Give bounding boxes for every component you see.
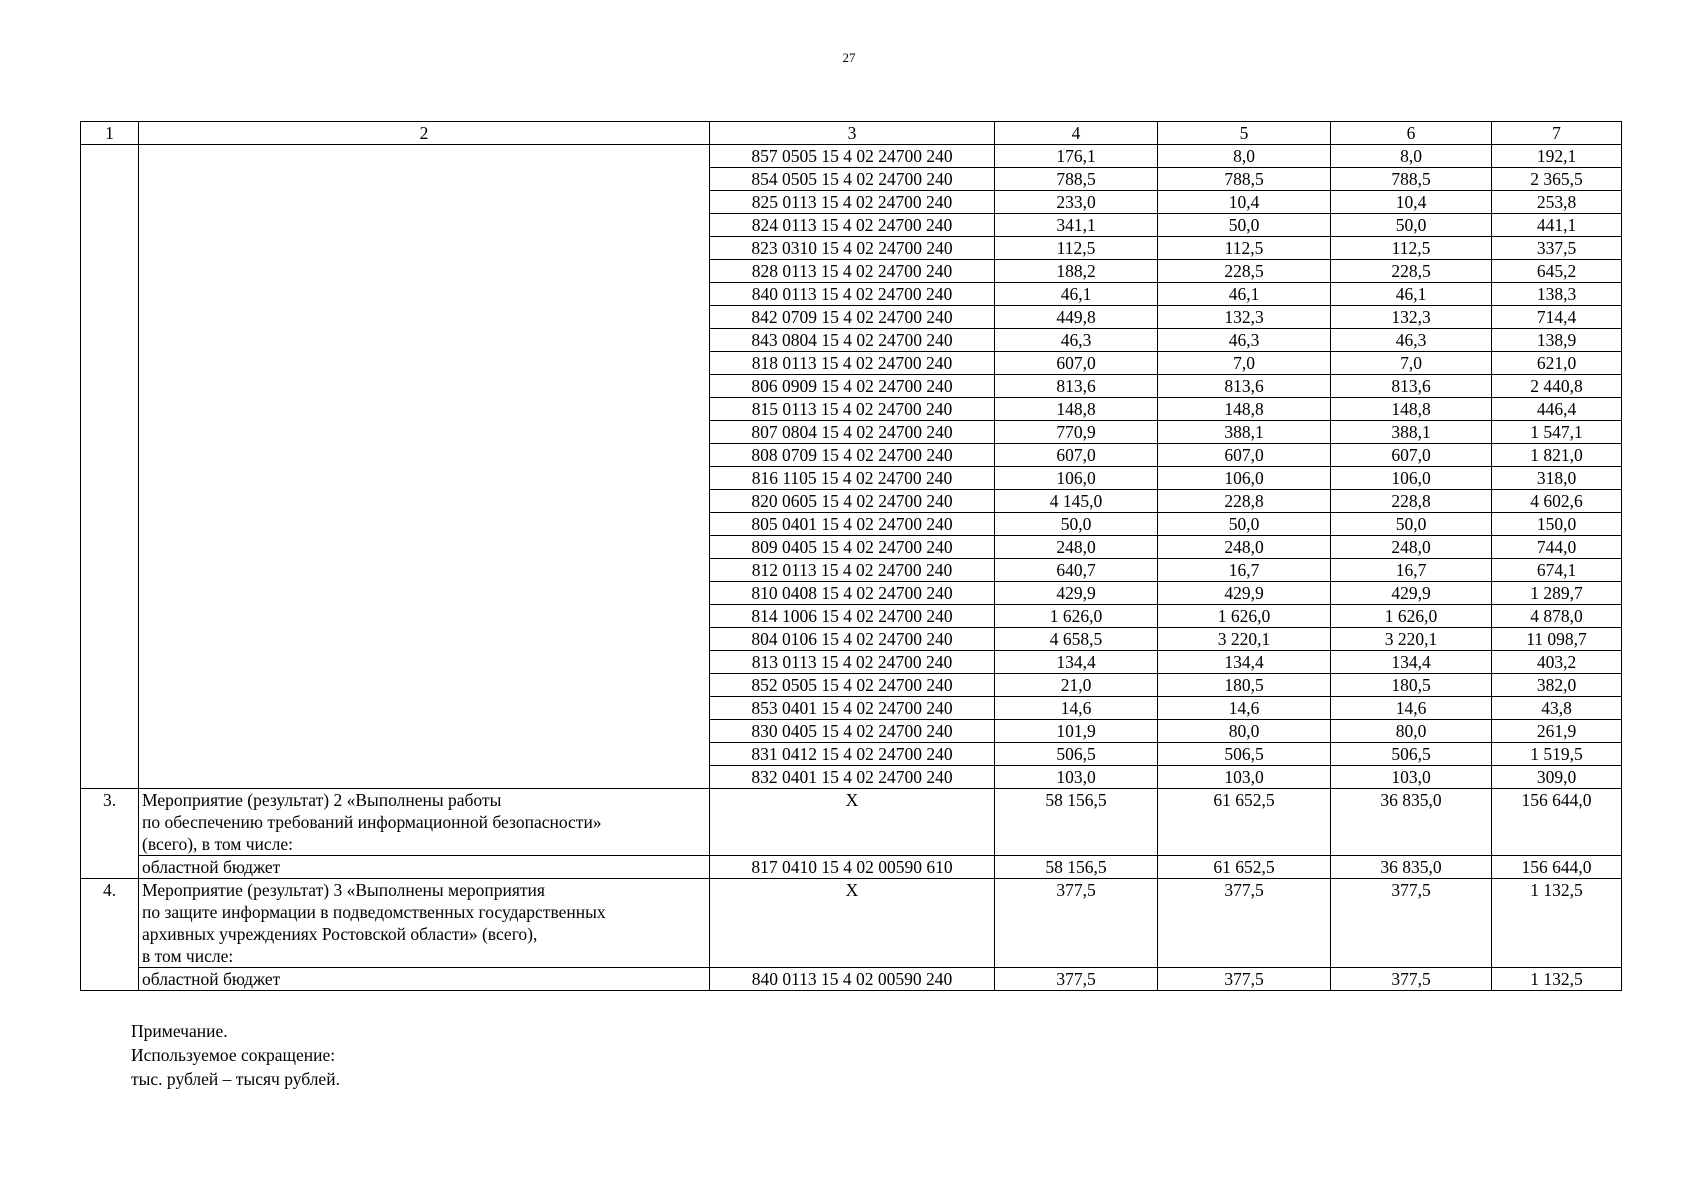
value-cell-col6: 36 835,0	[1331, 789, 1492, 856]
value-cell-col4: 58 156,5	[995, 856, 1158, 879]
value-cell-col6: 80,0	[1331, 720, 1492, 743]
budget-code-cell: 857 0505 15 4 02 24700 240	[710, 145, 995, 168]
value-cell-col7: 403,2	[1492, 651, 1622, 674]
value-cell-col5: 46,1	[1158, 283, 1331, 306]
value-cell-col6: 112,5	[1331, 237, 1492, 260]
value-cell-col4: 341,1	[995, 214, 1158, 237]
budget-code-cell: 815 0113 15 4 02 24700 240	[710, 398, 995, 421]
budget-code-cell: 816 1105 15 4 02 24700 240	[710, 467, 995, 490]
budget-code-cell: 843 0804 15 4 02 24700 240	[710, 329, 995, 352]
table-header-row	[81, 122, 1622, 145]
value-cell-col7: 253,8	[1492, 191, 1622, 214]
value-cell-col6: 180,5	[1331, 674, 1492, 697]
value-cell-col5: 377,5	[1158, 968, 1331, 991]
note-title: Примечание.	[131, 1021, 228, 1041]
value-cell-col7: 150,0	[1492, 513, 1622, 536]
value-cell-col5: 10,4	[1158, 191, 1331, 214]
value-cell-col5: 788,5	[1158, 168, 1331, 191]
column-header: 2	[139, 122, 710, 145]
value-cell-col5: 228,8	[1158, 490, 1331, 513]
value-cell-col4: 21,0	[995, 674, 1158, 697]
value-cell-col6: 46,3	[1331, 329, 1492, 352]
value-cell-col7: 1 547,1	[1492, 421, 1622, 444]
value-cell-col5: 50,0	[1158, 214, 1331, 237]
value-cell-col7: 1 132,5	[1492, 968, 1622, 991]
value-cell-col5: 14,6	[1158, 697, 1331, 720]
value-cell-col6: 228,5	[1331, 260, 1492, 283]
value-cell-col4: 106,0	[995, 467, 1158, 490]
value-cell-col7: 382,0	[1492, 674, 1622, 697]
value-cell-col6: 248,0	[1331, 536, 1492, 559]
page-number: 27	[842, 50, 856, 65]
budget-code-cell: 840 0113 15 4 02 00590 240	[710, 968, 995, 991]
funding-source-label: областной бюджет	[139, 856, 710, 879]
value-cell-col5: 248,0	[1158, 536, 1331, 559]
value-cell-col7: 192,1	[1492, 145, 1622, 168]
budget-table	[80, 121, 1622, 991]
description-cell	[139, 145, 710, 789]
value-cell-col4: 101,9	[995, 720, 1158, 743]
budget-code-cell: 830 0405 15 4 02 24700 240	[710, 720, 995, 743]
budget-code-cell: 854 0505 15 4 02 24700 240	[710, 168, 995, 191]
budget-code-cell: 814 1006 15 4 02 24700 240	[710, 605, 995, 628]
value-cell-col4: 4 658,5	[995, 628, 1158, 651]
value-cell-col5: 388,1	[1158, 421, 1331, 444]
value-cell-col7: 744,0	[1492, 536, 1622, 559]
funding-source-label: областной бюджет	[139, 968, 710, 991]
value-cell-col7: 43,8	[1492, 697, 1622, 720]
budget-code-cell: 818 0113 15 4 02 24700 240	[710, 352, 995, 375]
budget-code-cell: 842 0709 15 4 02 24700 240	[710, 306, 995, 329]
column-header: 4	[995, 122, 1158, 145]
value-cell-col5: 46,3	[1158, 329, 1331, 352]
section-title: Мероприятие (результат) 2 «Выполнены работы по обеспечению требований информационной безопасности» (всего), в том числе:	[139, 789, 710, 856]
column-header: 1	[81, 122, 139, 145]
value-cell-col4: 233,0	[995, 191, 1158, 214]
value-cell-col6: 506,5	[1331, 743, 1492, 766]
value-cell-col7: 4 878,0	[1492, 605, 1622, 628]
value-cell-col7: 1 289,7	[1492, 582, 1622, 605]
budget-code-cell: 825 0113 15 4 02 24700 240	[710, 191, 995, 214]
value-cell-col4: 58 156,5	[995, 789, 1158, 856]
column-header: 3	[710, 122, 995, 145]
value-cell-col6: 429,9	[1331, 582, 1492, 605]
value-cell-col5: 148,8	[1158, 398, 1331, 421]
budget-code-cell: 823 0310 15 4 02 24700 240	[710, 237, 995, 260]
value-cell-col6: 607,0	[1331, 444, 1492, 467]
table-body	[81, 122, 1622, 991]
budget-code-cell: 853 0401 15 4 02 24700 240	[710, 697, 995, 720]
value-cell-col6: 50,0	[1331, 513, 1492, 536]
value-cell-col4: 14,6	[995, 697, 1158, 720]
value-cell-col5: 506,5	[1158, 743, 1331, 766]
value-cell-col5: 106,0	[1158, 467, 1331, 490]
section-code: X	[710, 879, 995, 968]
budget-code-cell: 812 0113 15 4 02 24700 240	[710, 559, 995, 582]
value-cell-col4: 46,3	[995, 329, 1158, 352]
column-header: 5	[1158, 122, 1331, 145]
value-cell-col6: 46,1	[1331, 283, 1492, 306]
value-cell-col7: 156 644,0	[1492, 789, 1622, 856]
value-cell-col7: 309,0	[1492, 766, 1622, 789]
value-cell-col6: 10,4	[1331, 191, 1492, 214]
value-cell-col6: 788,5	[1331, 168, 1492, 191]
table-row	[81, 145, 1622, 168]
value-cell-col4: 1 626,0	[995, 605, 1158, 628]
value-cell-col6: 103,0	[1331, 766, 1492, 789]
note-line: тыс. рублей – тысяч рублей.	[131, 1069, 340, 1089]
value-cell-col7: 2 365,5	[1492, 168, 1622, 191]
budget-code-cell: 828 0113 15 4 02 24700 240	[710, 260, 995, 283]
value-cell-col5: 228,5	[1158, 260, 1331, 283]
value-cell-col5: 8,0	[1158, 145, 1331, 168]
value-cell-col5: 80,0	[1158, 720, 1331, 743]
value-cell-col6: 388,1	[1331, 421, 1492, 444]
value-cell-col5: 61 652,5	[1158, 789, 1331, 856]
value-cell-col5: 112,5	[1158, 237, 1331, 260]
value-cell-col7: 261,9	[1492, 720, 1622, 743]
budget-code-cell: 810 0408 15 4 02 24700 240	[710, 582, 995, 605]
budget-code-cell: 805 0401 15 4 02 24700 240	[710, 513, 995, 536]
value-cell-col7: 156 644,0	[1492, 856, 1622, 879]
value-cell-col5: 61 652,5	[1158, 856, 1331, 879]
value-cell-col5: 132,3	[1158, 306, 1331, 329]
value-cell-col4: 248,0	[995, 536, 1158, 559]
value-cell-col5: 180,5	[1158, 674, 1331, 697]
value-cell-col5: 16,7	[1158, 559, 1331, 582]
value-cell-col7: 714,4	[1492, 306, 1622, 329]
budget-code-cell: 806 0909 15 4 02 24700 240	[710, 375, 995, 398]
column-header: 7	[1492, 122, 1622, 145]
value-cell-col7: 1 519,5	[1492, 743, 1622, 766]
value-cell-col4: 103,0	[995, 766, 1158, 789]
value-cell-col5: 134,4	[1158, 651, 1331, 674]
value-cell-col6: 3 220,1	[1331, 628, 1492, 651]
value-cell-col7: 1 821,0	[1492, 444, 1622, 467]
value-cell-col5: 607,0	[1158, 444, 1331, 467]
budget-code-cell: 824 0113 15 4 02 24700 240	[710, 214, 995, 237]
value-cell-col6: 148,8	[1331, 398, 1492, 421]
section-code: X	[710, 789, 995, 856]
value-cell-col4: 46,1	[995, 283, 1158, 306]
value-cell-col7: 138,9	[1492, 329, 1622, 352]
value-cell-col7: 337,5	[1492, 237, 1622, 260]
value-cell-col4: 506,5	[995, 743, 1158, 766]
value-cell-col4: 788,5	[995, 168, 1158, 191]
value-cell-col4: 50,0	[995, 513, 1158, 536]
value-cell-col7: 318,0	[1492, 467, 1622, 490]
value-cell-col4: 148,8	[995, 398, 1158, 421]
value-cell-col6: 377,5	[1331, 968, 1492, 991]
value-cell-col6: 132,3	[1331, 306, 1492, 329]
section-number: 4.	[81, 879, 139, 991]
value-cell-col4: 429,9	[995, 582, 1158, 605]
value-cell-col4: 813,6	[995, 375, 1158, 398]
budget-code-cell: 831 0412 15 4 02 24700 240	[710, 743, 995, 766]
budget-code-cell: 817 0410 15 4 02 00590 610	[710, 856, 995, 879]
value-cell-col6: 813,6	[1331, 375, 1492, 398]
value-cell-col5: 429,9	[1158, 582, 1331, 605]
value-cell-col6: 1 626,0	[1331, 605, 1492, 628]
value-cell-col6: 134,4	[1331, 651, 1492, 674]
value-cell-col4: 607,0	[995, 352, 1158, 375]
value-cell-col7: 674,1	[1492, 559, 1622, 582]
budget-code-cell: 820 0605 15 4 02 24700 240	[710, 490, 995, 513]
value-cell-col5: 813,6	[1158, 375, 1331, 398]
budget-code-cell: 852 0505 15 4 02 24700 240	[710, 674, 995, 697]
value-cell-col7: 138,3	[1492, 283, 1622, 306]
budget-code-cell: 809 0405 15 4 02 24700 240	[710, 536, 995, 559]
value-cell-col6: 228,8	[1331, 490, 1492, 513]
budget-code-cell: 832 0401 15 4 02 24700 240	[710, 766, 995, 789]
value-cell-col7: 4 602,6	[1492, 490, 1622, 513]
section-title: Мероприятие (результат) 3 «Выполнены мероприятия по защите информации в подведомственных государственных архивных учреждениях Ростовской области» (всего), в том числе:	[139, 879, 710, 968]
value-cell-col5: 3 220,1	[1158, 628, 1331, 651]
note-line: Используемое сокращение:	[131, 1045, 336, 1065]
value-cell-col5: 377,5	[1158, 879, 1331, 968]
value-cell-col4: 4 145,0	[995, 490, 1158, 513]
section-row	[81, 879, 1622, 968]
value-cell-col4: 770,9	[995, 421, 1158, 444]
value-cell-col7: 446,4	[1492, 398, 1622, 421]
budget-code-cell: 807 0804 15 4 02 24700 240	[710, 421, 995, 444]
value-cell-col7: 621,0	[1492, 352, 1622, 375]
value-cell-col7: 1 132,5	[1492, 879, 1622, 968]
value-cell-col6: 377,5	[1331, 879, 1492, 968]
column-header: 6	[1331, 122, 1492, 145]
value-cell-col5: 1 626,0	[1158, 605, 1331, 628]
value-cell-col7: 11 098,7	[1492, 628, 1622, 651]
value-cell-col6: 106,0	[1331, 467, 1492, 490]
value-cell-col6: 14,6	[1331, 697, 1492, 720]
value-cell-col4: 134,4	[995, 651, 1158, 674]
value-cell-col6: 36 835,0	[1331, 856, 1492, 879]
section-row	[81, 789, 1622, 856]
budget-code-cell: 808 0709 15 4 02 24700 240	[710, 444, 995, 467]
value-cell-col5: 50,0	[1158, 513, 1331, 536]
value-cell-col5: 103,0	[1158, 766, 1331, 789]
value-cell-col4: 640,7	[995, 559, 1158, 582]
value-cell-col4: 377,5	[995, 879, 1158, 968]
value-cell-col4: 607,0	[995, 444, 1158, 467]
value-cell-col4: 112,5	[995, 237, 1158, 260]
value-cell-col5: 7,0	[1158, 352, 1331, 375]
note	[131, 1019, 340, 1091]
value-cell-col4: 377,5	[995, 968, 1158, 991]
value-cell-col4: 176,1	[995, 145, 1158, 168]
row-number-cell	[81, 145, 139, 789]
value-cell-col7: 2 440,8	[1492, 375, 1622, 398]
value-cell-col7: 645,2	[1492, 260, 1622, 283]
value-cell-col4: 449,8	[995, 306, 1158, 329]
value-cell-col4: 188,2	[995, 260, 1158, 283]
budget-code-cell: 813 0113 15 4 02 24700 240	[710, 651, 995, 674]
section-sub-row	[81, 856, 1622, 879]
budget-code-cell: 840 0113 15 4 02 24700 240	[710, 283, 995, 306]
value-cell-col6: 50,0	[1331, 214, 1492, 237]
value-cell-col6: 8,0	[1331, 145, 1492, 168]
section-sub-row	[81, 968, 1622, 991]
value-cell-col7: 441,1	[1492, 214, 1622, 237]
budget-code-cell: 804 0106 15 4 02 24700 240	[710, 628, 995, 651]
section-number: 3.	[81, 789, 139, 879]
value-cell-col6: 16,7	[1331, 559, 1492, 582]
value-cell-col6: 7,0	[1331, 352, 1492, 375]
